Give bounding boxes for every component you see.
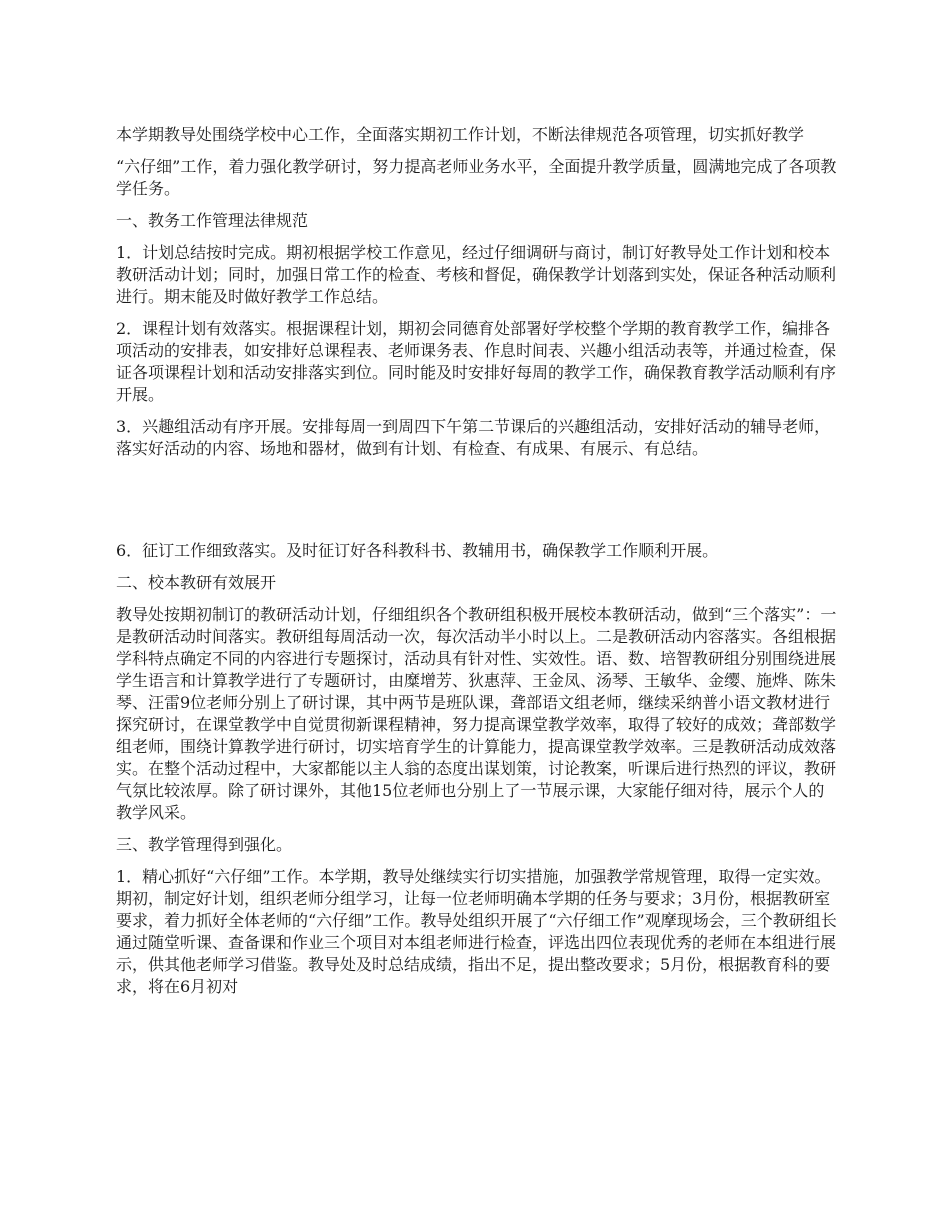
section-heading-2: 二、校本教研有效展开 <box>116 573 277 592</box>
blank-gap <box>116 470 840 540</box>
item-paragraph-6: 6．征订工作细致落实。及时征订好各科教科书、教辅用书，确保教学工作顺利开展。 <box>116 541 719 560</box>
research-paragraph: 教导处按期初制订的教研活动计划，仔细组织各个教研组积极开展校本教研活动，做到“三个落实”：一是教研活动时间落实。教研组每周活动一次，每次活动半小时以上。二是教研活动内容落实。各组根据学科特点确定不同的内容进行专题探讨，活动具有针对性、实效性。语、数、培智教研组分别围绕进展学生语言和计算教学进行了专题研讨，由糜增芳、狄惠萍、王金凤、汤琴、王敏华、金缨、施烨、陈朱琴、汪雷9位老师分别上了研讨课，其中两节是班队课，聋部语文组老师，继续采纳普小语文教材进行探究研讨，在课堂教学中自觉贯彻新课程精神，努力提高课堂教学效率，取得了较好的成效；聋部数学组老师，围绕计算教学进行研讨，切实培育学生的计算能力，提高课堂教学效率。三是教研活动成效落实。在整个活动过程中，大家都能以主人翁的态度出谋划策，讨论教案，听课后进行热烈的评议，教研气氛比较浓厚。除了研讨课外，其他15位老师也分别上了一节展示课，大家能仔细对待，展示个人的教学风采。 <box>116 605 837 822</box>
section-heading-3: 三、教学管理得到强化。 <box>116 835 293 854</box>
item-paragraph-1: 1．计划总结按时完成。期初根据学校工作意见，经过仔细调研与商讨，制订好教导处工作计划和校本教研活动计划；同时，加强日常工作的检查、考核和督促，确保教学计划落到实处，保证各种活动顺利进行。期末能及时做好教学工作总结。 <box>116 243 837 306</box>
document-body <box>116 124 840 1008</box>
management-paragraph-1: 1．精心抓好“六仔细”工作。本学期，教导处继续实行切实措施，加强教学常规管理，取得一定实效。期初，制定好计划，组织老师分组学习，让每一位老师明确本学期的任务与要求；3月份，根据教研室要求，着力抓好全体老师的“六仔细”工作。教导处组织开展了“六仔细工作”观摩现场会，三个教研组长通过随堂听课、查备课和作业三个项目对本组老师进行检查，评选出四位表现优秀的老师在本组进行展示，供其他老师学习借鉴。教导处及时总结成绩，指出不足，提出整改要求；5月份，根据教育科的要求，将在6月初对 <box>116 867 837 996</box>
item-paragraph-2: 2．课程计划有效落实。根据课程计划，期初会同德育处部署好学校整个学期的教育教学工作，编排各项活动的安排表，如安排好总课程表、老师课务表、作息时间表、兴趣小组活动表等，并通过检查，保证各项课程计划和活动安排落实到位。同时能及时安排好每周的教学工作，确保教育教学活动顺利有序开展。 <box>116 319 837 404</box>
item-paragraph-3: 3．兴趣组活动有序开展。安排每周一到周四下午第二节课后的兴趣组活动，安排好活动的辅导老师，落实好活动的内容、场地和器材，做到有计划、有检查、有成果、有展示、有总结。 <box>116 417 831 458</box>
intro-paragraph-1: 本学期教导处围绕学校中心工作，全面落实期初工作计划，不断法律规范各项管理，切实抓好教学 <box>116 125 805 144</box>
section-heading-1: 一、教务工作管理法律规范 <box>116 211 309 230</box>
intro-paragraph-2: “六仔细”工作，着力强化教学研讨，努力提高老师业务水平，全面提升教学质量，圆满地完成了各项教学任务。 <box>116 157 837 198</box>
